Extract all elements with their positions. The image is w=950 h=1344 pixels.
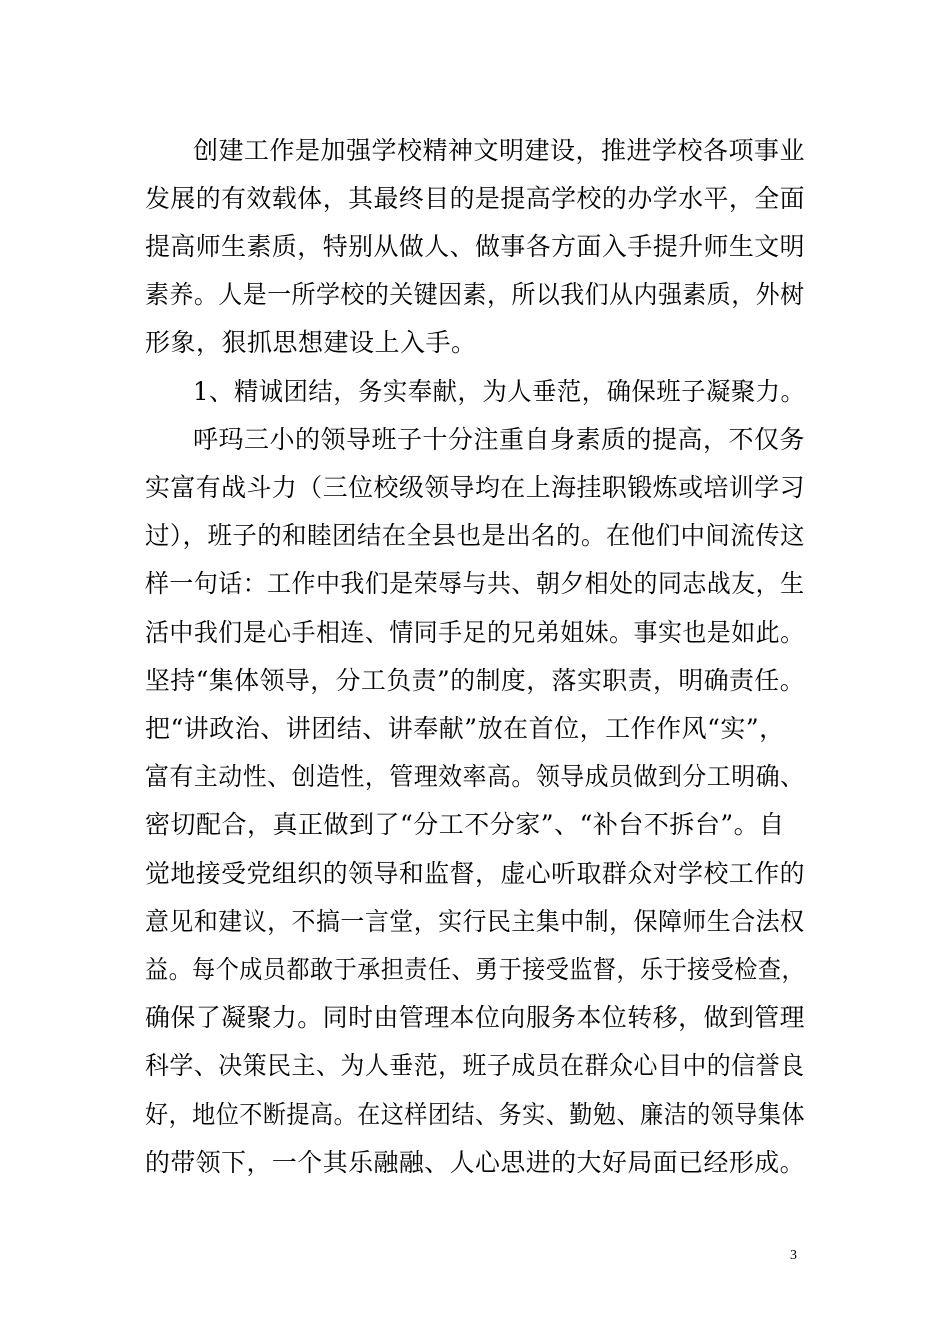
paragraph-3-line-7: 把“讲政治、讲团结、讲奉献”放在首位，工作作风“实”， [145, 714, 785, 743]
paragraph-1-line-3: 提高师生素质，特别从做人、做事各方面入手提升师生文明 [145, 232, 806, 261]
paragraph-1-line-4: 素养。人是一所学校的关键因素，所以我们从内强素质，外树 [145, 280, 805, 309]
paragraph-3-line-1: 呼玛三小的领导班子十分注重自身素质的提高，不仅务 [193, 425, 806, 454]
page-number: 3 [790, 1248, 797, 1263]
paragraph-3-line-4: 样一句话：工作中我们是荣辱与共、朝夕相处的同志战友，生 [145, 569, 805, 598]
paragraph-3-line-13: 确保了凝聚力。同时由管理本位向服务本位转移，做到管理 [145, 1003, 806, 1032]
paragraph-3-line-2: 实富有战斗力（三位校级领导均在上海挂职锻炼或培训学习 [145, 473, 806, 502]
paragraph-3-line-6: 坚持“集体领导，分工负责”的制度，落实职责，明确责任。 [145, 666, 806, 695]
paragraph-1-line-2: 发展的有效载体，其最终目的是提高学校的办学水平，全面 [145, 184, 806, 213]
paragraph-3-line-15: 好，地位不断提高。在这样团结、务实、勤勉、廉洁的领导集体 [145, 1100, 806, 1129]
paragraph-3-line-16: 的带领下，一个其乐融融、人心思进的大好局面已经形成。 [145, 1148, 806, 1177]
paragraph-3-line-5: 活中我们是心手相连、情同手足的兄弟姐妹。事实也是如此。 [145, 618, 805, 647]
paragraph-3-line-12: 益。每个成员都敢于承担责任、勇于接受监督，乐于接受检查， [145, 955, 806, 984]
section-heading-1: 1、精诚团结，务实奉献，为人垂范，确保班子凝聚力。 [193, 377, 806, 406]
paragraph-3-line-11: 意见和建议，不搞一言堂，实行民主集中制，保障师生合法权 [145, 907, 805, 936]
paragraph-3-line-14: 科学、决策民主、为人垂范，班子成员在群众心目中的信誉良 [145, 1051, 805, 1080]
paragraph-1-line-5: 形象，狠抓思想建设上入手。 [145, 328, 477, 357]
paragraph-3-line-10: 觉地接受党组织的领导和监督，虚心听取群众对学校工作的 [145, 859, 806, 888]
paragraph-3-line-9: 密切配合，真正做到了“分工不分家”、“补台不拆台”。自 [145, 810, 785, 839]
paragraph-3-line-3: 过），班子的和睦团结在全县也是出名的。在他们中间流传这 [145, 521, 805, 550]
paragraph-3-line-8: 富有主动性、创造性，管理效率高。领导成员做到分工明确、 [145, 762, 805, 791]
paragraph-1-line-1: 创建工作是加强学校精神文明建设，推进学校各项事业 [193, 136, 806, 165]
